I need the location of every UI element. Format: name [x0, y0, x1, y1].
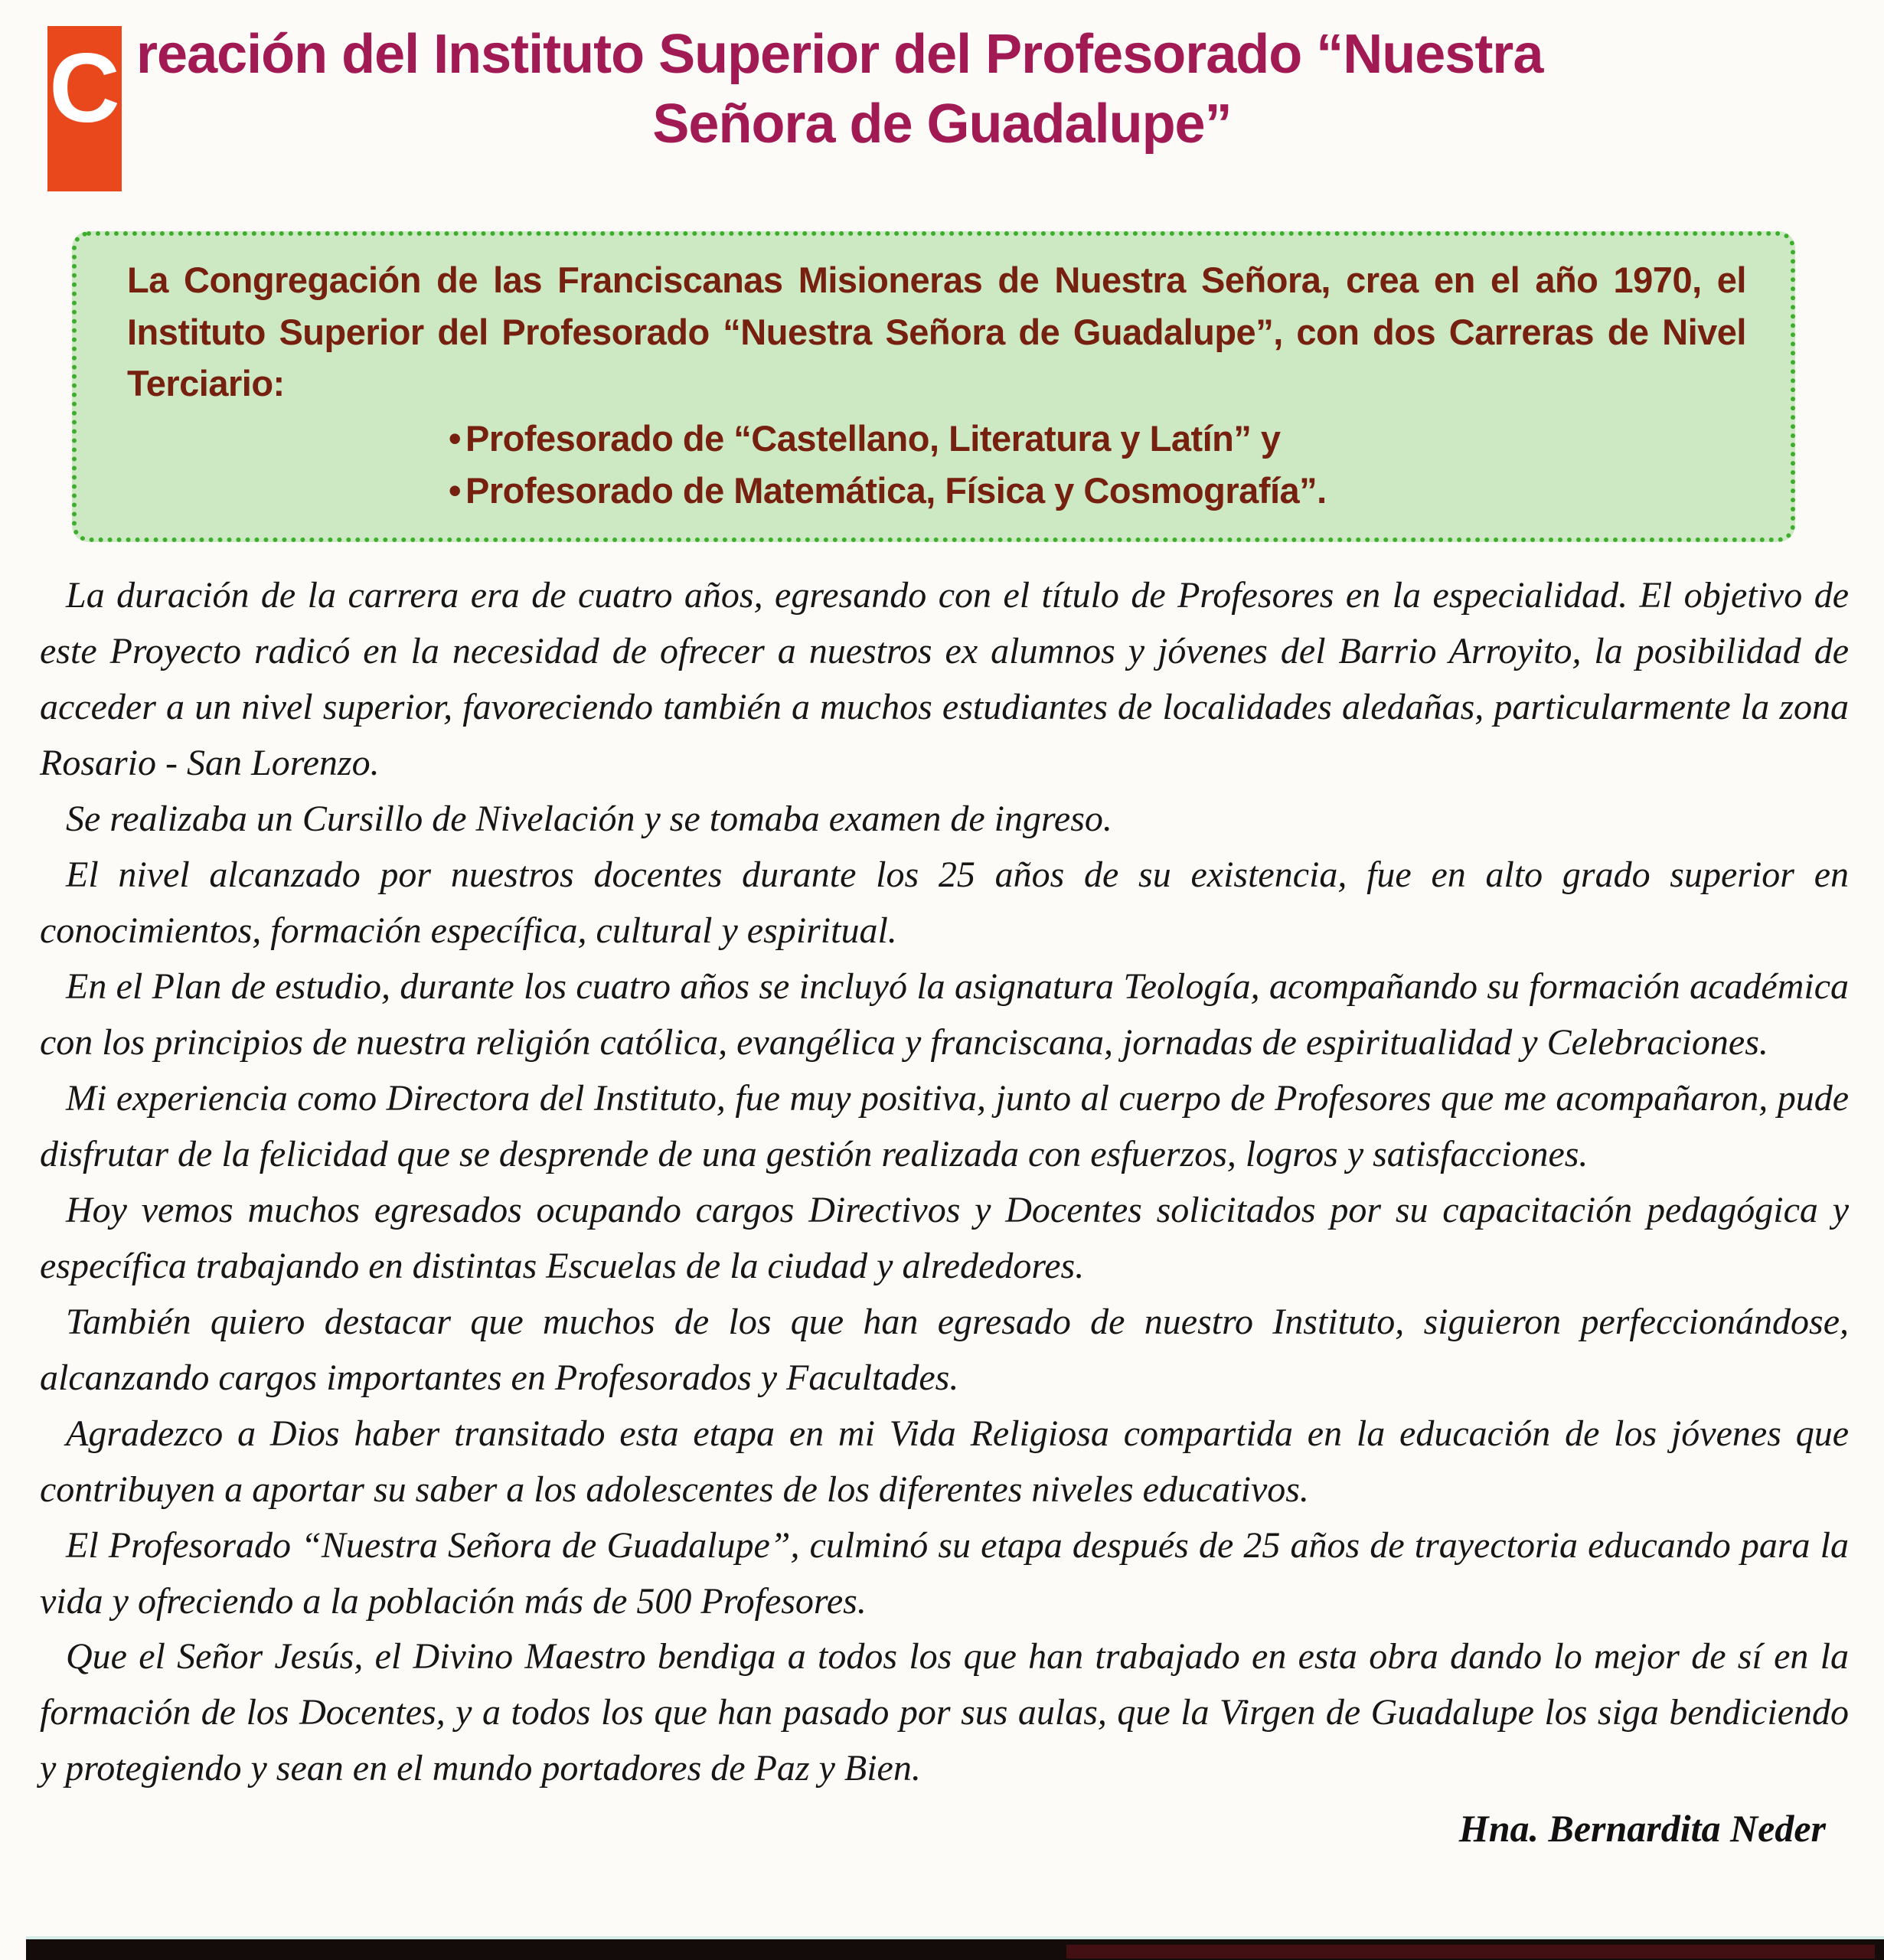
footer-bar-accent — [1066, 1945, 1875, 1958]
program-list-item-label: Profesorado de “Castellano, Literatura y Latín” y — [465, 418, 1281, 459]
body-paragraph: El Profesorado “Nuestra Señora de Guadalupe”, culminó su etapa después de 25 años de trayectoria educando para la vida y ofreciendo a la población más de 500 Profesores. — [40, 1524, 1849, 1622]
bullet-icon: • — [449, 418, 461, 459]
document-header — [0, 26, 1884, 208]
body-paragraph: Mi experiencia como Directora del Instituto, fue muy positiva, junto al cuerpo de Profesores que me acompañaron, pude disfrutar de la felicidad que se desprende de una gestión realizada con esfuerzos, logros y satisfacciones. — [40, 1077, 1849, 1174]
body-paragraph: Agradezco a Dios haber transitado esta etapa en mi Vida Religiosa compartida en la educación de los jóvenes que contribuyen a aportar su saber a los adolescentes de los diferentes niveles educativos. — [40, 1413, 1849, 1510]
body-paragraph: Se realizaba un Cursillo de Nivelación y se tomaba examen de ingreso. — [66, 799, 1112, 840]
body-paragraph: Hoy vemos muchos egresados ocupando cargos Directivos y Docentes solicitados por su capacitación pedagógica y específica trabajando en distintas Escuelas de la ciudad y alrededores. — [40, 1189, 1849, 1286]
highlight-box-intro: La Congregación de las Franciscanas Misioneras de Nuestra Señora, crea en el año 1970, el Instituto Superior del Profesorado “Nuestra Señora de Guadalupe”, con dos Carreras de Nivel Terciario: — [127, 260, 1746, 404]
title-dropcap: C — [49, 34, 120, 143]
program-list-item — [449, 465, 1746, 517]
highlight-box — [72, 231, 1795, 542]
program-list — [449, 413, 1746, 516]
footer-bar — [26, 1936, 1884, 1960]
program-list-item — [449, 413, 1746, 465]
body-paragraph: En el Plan de estudio, durante los cuatro años se incluyó la asignatura Teología, acompañando su formación académica con los principios de nuestra religión católica, evangélica y franciscana, jornadas de espiritualidad y Celebraciones. — [40, 966, 1849, 1063]
signature: Hna. Bernardita Neder — [1458, 1807, 1826, 1851]
body-paragraph: El nivel alcanzado por nuestros docentes durante los 25 años de su existencia, fue en alto grado superior en conocimientos, formación específica, cultural y espiritual. — [40, 854, 1849, 952]
document-body — [40, 568, 1849, 1797]
page-title-line2: Señora de Guadalupe” — [652, 93, 1232, 155]
page-title-line1: reación del Instituto Superior del Profesorado “Nuestra — [136, 24, 1543, 85]
body-paragraph: La duración de la carrera era de cuatro años, egresando con el título de Profesores en la especialidad. El objetivo de este Proyecto radicó en la necesidad de ofrecer a nuestros ex alumnos y jóvenes del Barrio Arroyito, la posibilidad de acceder a un nivel superior, favoreciendo también a muchos estudiantes de localidades aledañas, particularmente la zona Rosario - San Lorenzo. — [40, 575, 1849, 784]
body-paragraph: Que el Señor Jesús, el Divino Maestro bendiga a todos los que han trabajado en esta obra dando lo mejor de sí en la formación de los Docentes, y a todos los que han pasado por sus aulas, que la Virgen de Guadalupe los siga bendiciendo y protegiendo y sean en el mundo portadores de Paz y Bien. — [40, 1636, 1849, 1789]
bullet-icon: • — [449, 469, 461, 511]
program-list-item-label: Profesorado de Matemática, Física y Cosmografía”. — [465, 469, 1327, 511]
body-paragraph: También quiero destacar que muchos de los que han egresado de nuestro Instituto, siguieron perfeccionándose, alcanzando cargos importantes en Profesorados y Facultades. — [40, 1301, 1849, 1398]
